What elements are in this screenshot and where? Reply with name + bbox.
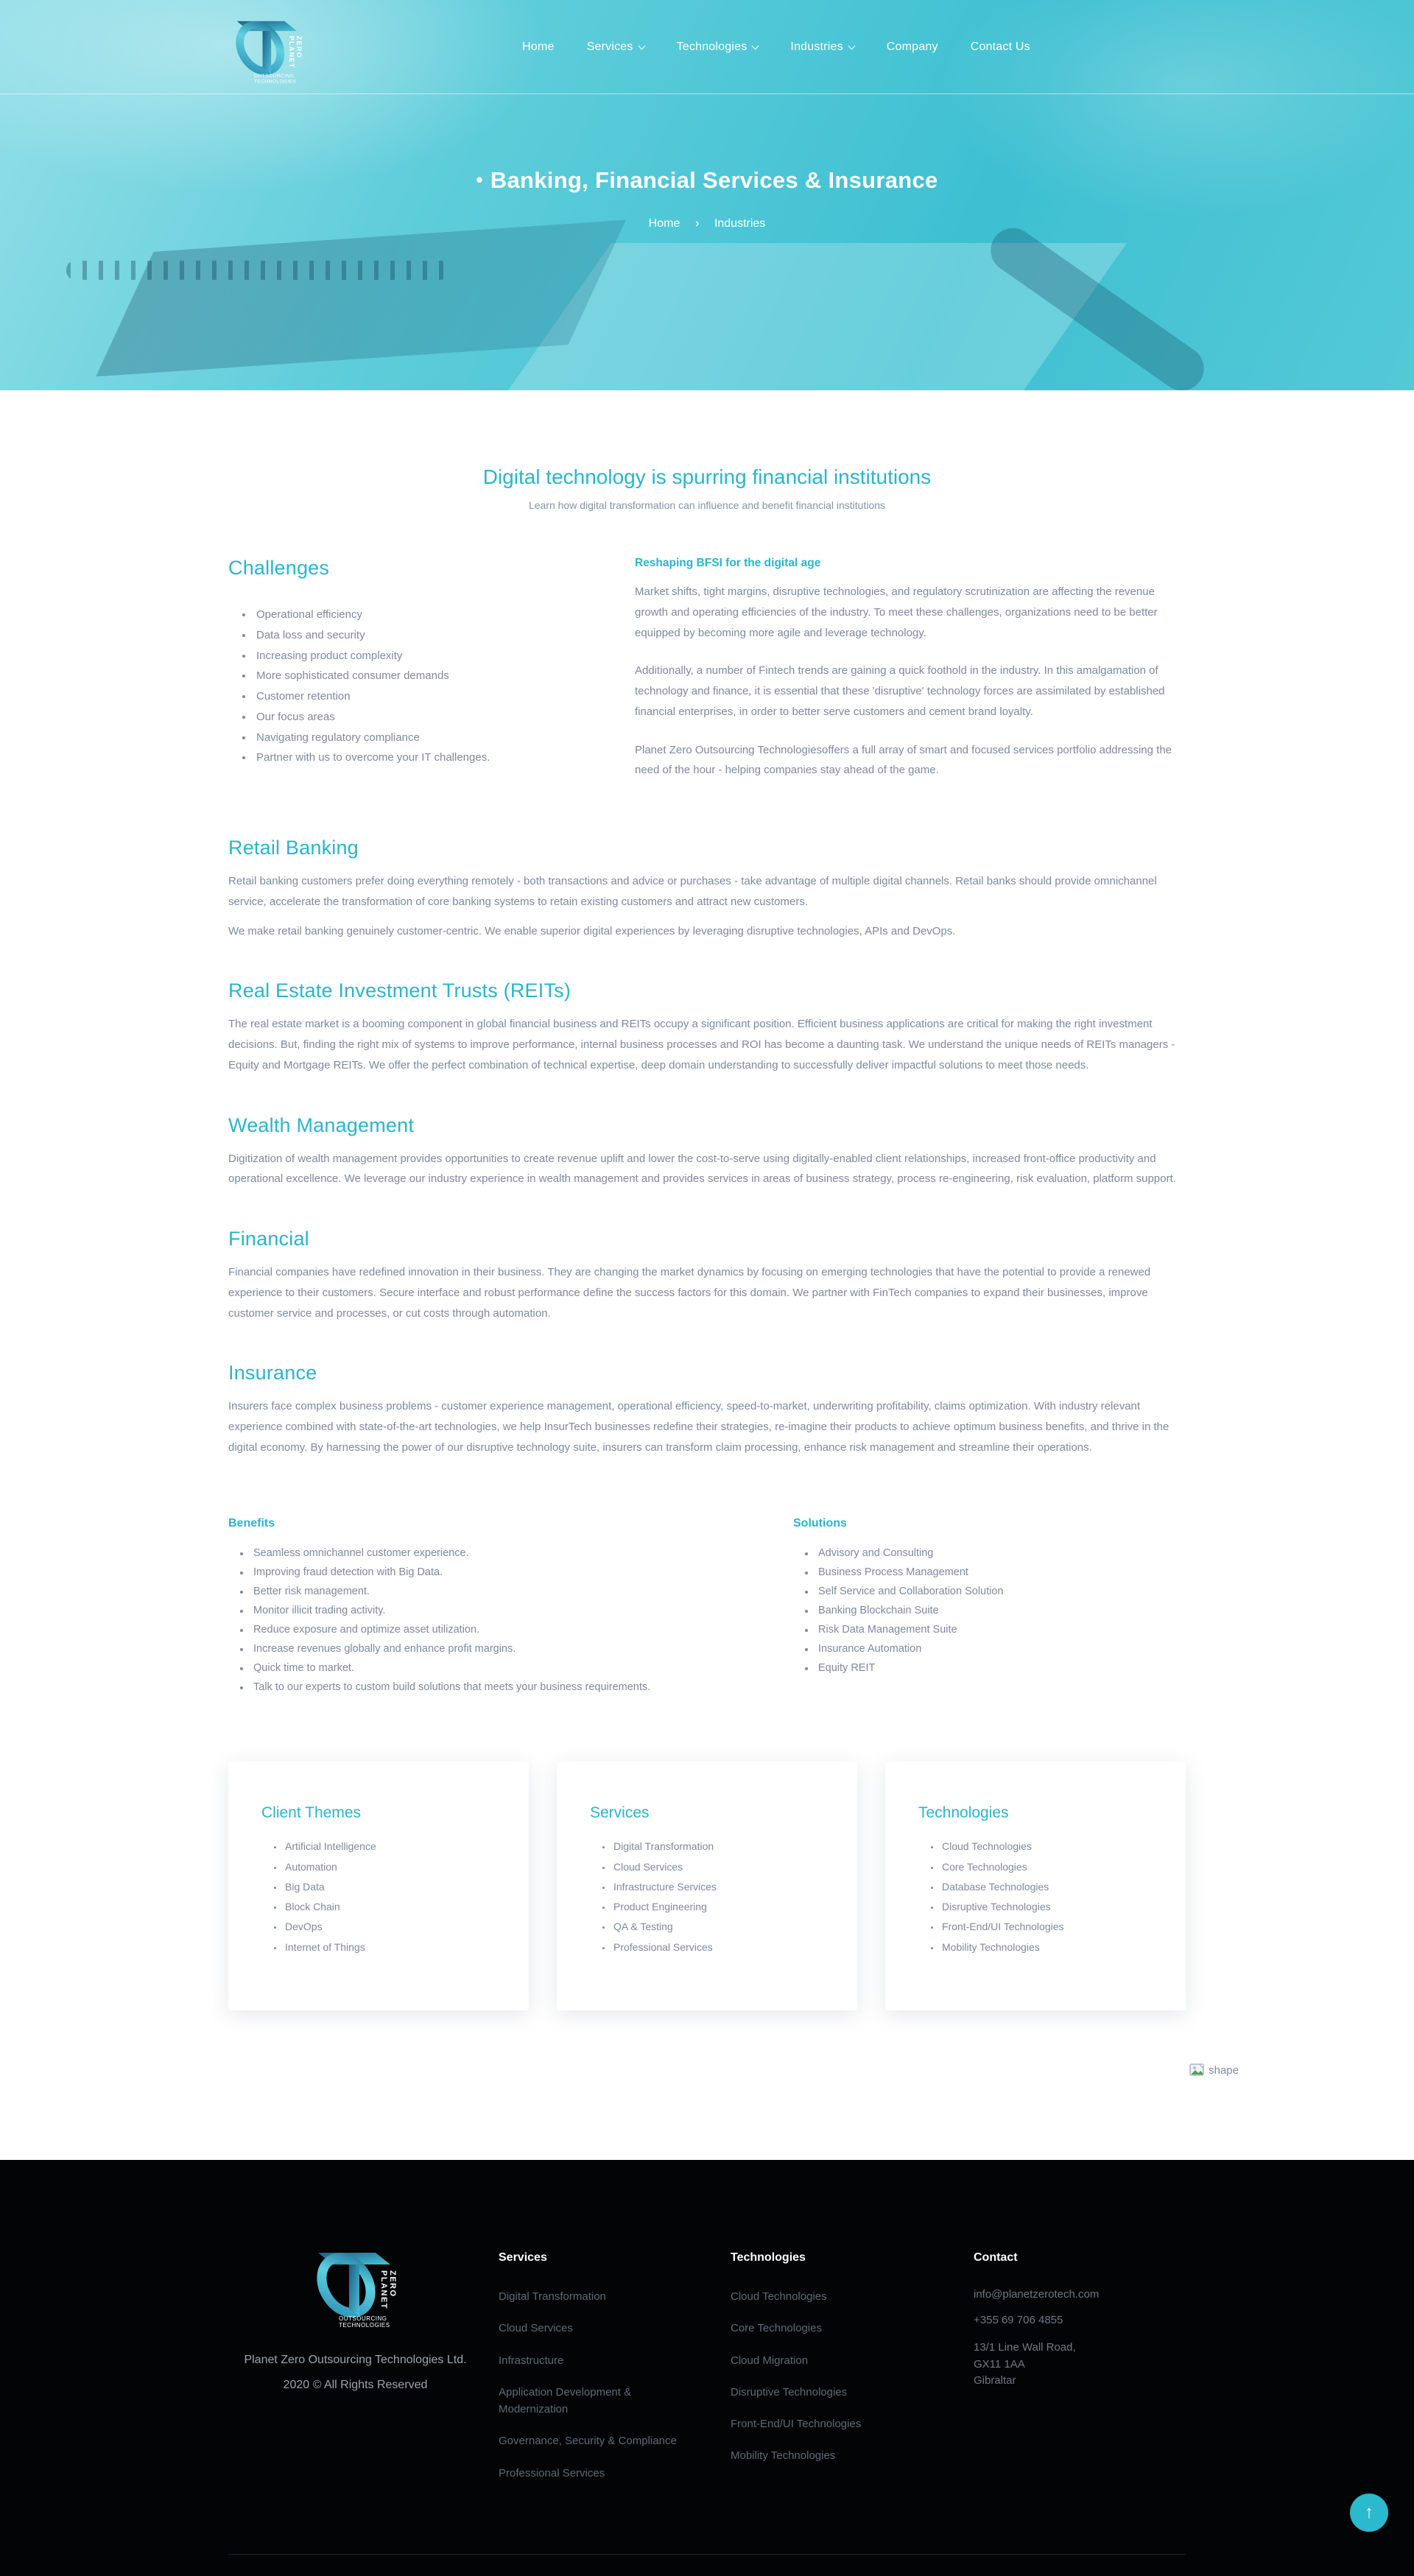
breadcrumb <box>228 216 1186 230</box>
paragraph: The real estate market is a booming component in global financial business and REITs occupy a significant position. Efficient business applications are critical for making the right investment decisions. But, finding the right mix of systems to improve performance, internal business processes and ROI has become a daunting task. We understand the unique needs of REITs managers - Equity and Mortgage REITs. We offer the perfect combination of technical expertise, deep domain understanding to successfully deliver impactful solutions to meet those needs. <box>228 1018 1175 1071</box>
intro-section <box>228 390 1186 511</box>
list-item: • Better risk management. <box>250 1582 793 1601</box>
footer-link[interactable]: Application Development & Modernization <box>499 2385 632 2416</box>
card-list <box>284 1837 496 1957</box>
paragraph: Additionally, a number of Fintech trends are gaining a quick foothold in the industry. In this amalgamation of technology and finance, it is essential that these 'disruptive' technology forces are assimilated by established financial enterprises, in order to better serve customers and cement brand loyalty. <box>635 664 1165 718</box>
services-card <box>557 1762 857 2010</box>
list-item: • Business Process Management <box>815 1563 1186 1582</box>
paragraph: Insurers face complex business problems - customer experience management, operational efficiency, speed-to-market, underwriting profitability, claims optimization. With industry relevant experience combined with state-of-the-art technologies, we help InsurTech businesses redefine their strategies, re-imagine their products to achieve optimum business benefits, and thrive in the digital economy. By harnessing the power of our disruptive technology suite, insurers can transform claim processing, enhance risk management and streamline their operations. <box>228 1400 1169 1454</box>
list-item: • Talk to our experts to custom build solutions that meets your business requirements. <box>250 1678 793 1697</box>
list-item: • Improving fraud detection with Big Data. <box>250 1563 793 1582</box>
list-item: • Risk Data Management Suite <box>815 1620 1186 1639</box>
list-item: • Product Engineering <box>612 1897 824 1917</box>
list-item: • Core Technologies <box>940 1857 1153 1877</box>
logo-word-planet: PLANET <box>379 2270 388 2310</box>
section-heading: Retail Banking <box>228 837 359 859</box>
solutions-heading: Solutions <box>793 1516 847 1530</box>
scroll-to-top-button[interactable] <box>1350 2494 1388 2532</box>
chevron-down-icon <box>848 42 855 49</box>
paragraph: Market shifts, tight margins, disruptive technologies, and regulatory scrutinization are affecting the revenue growth and operating efficiencies of the industry. To meet these challenges, organizations need to be better equipped by becoming more agile and leverage technology. <box>635 585 1158 639</box>
intro-heading: Digital technology is spurring financial institutions <box>482 465 932 488</box>
main-content <box>0 390 1414 2077</box>
list-item: • Cloud Services <box>612 1857 824 1877</box>
card-heading: Client Themes <box>261 1804 362 1822</box>
paragraph: Digitization of wealth management provides opportunities to create revenue uplift and lower the cost-to-serve using digitally-enabled client relationships, increased front-office productivity and operational excellence. We leverage our industry experience in wealth management and provides services in areas of business strategy, process re-engineering, risk evaluation, platform support. <box>228 1152 1176 1186</box>
arrow-up-icon: ↑ <box>1365 2502 1373 2522</box>
footer-link[interactable]: Core Technologies <box>731 2322 822 2335</box>
list-item: • Reduce exposure and optimize asset utilization. <box>250 1620 793 1639</box>
card-heading: Technologies <box>918 1804 1009 1822</box>
list-item: • Partner with us to overcome your IT challenges. <box>253 747 601 768</box>
footer-link[interactable]: Disruptive Technologies <box>731 2385 848 2399</box>
list-item: • Automation <box>284 1857 496 1877</box>
list-item: • Internet of Things <box>284 1938 496 1957</box>
footer-column-heading: Technologies <box>731 2251 806 2264</box>
list-item: • Artificial Intelligence <box>284 1837 496 1857</box>
footer-link-item <box>499 2432 683 2449</box>
list-item: • Mobility Technologies <box>940 1938 1153 1957</box>
section-heading: Financial <box>228 1228 309 1250</box>
footer-technologies-column <box>731 2242 974 2496</box>
list-item: • Digital Transformation <box>612 1837 824 1857</box>
list-item: • Quick time to market. <box>250 1658 793 1678</box>
logo-word-zero: ZERO <box>295 35 303 58</box>
nav-item-label: Technologies <box>676 40 748 53</box>
reshaping-column <box>630 557 1186 798</box>
broken-shape-image <box>1189 2063 1239 2077</box>
insurance-section <box>228 1362 1186 1457</box>
nav-item-home[interactable] <box>522 41 554 54</box>
footer-link-item <box>499 2320 683 2337</box>
card-heading: Services <box>590 1804 650 1822</box>
footer-services-column <box>499 2242 731 2496</box>
list-item: • Our focus areas <box>253 707 601 728</box>
card-list <box>612 1837 824 1957</box>
section-heading: Wealth Management <box>228 1113 415 1136</box>
challenges-list <box>253 605 601 768</box>
list-item: • Navigating regulatory compliance <box>253 728 601 748</box>
list-item: • Disruptive Technologies <box>940 1897 1153 1917</box>
challenges-heading: Challenges <box>228 557 330 579</box>
chevron-down-icon <box>638 42 645 49</box>
title-bullet: • <box>476 169 483 191</box>
list-item: • Banking Blockchain Suite <box>815 1601 1186 1620</box>
footer-link[interactable]: Cloud Technologies <box>731 2290 827 2304</box>
footer-column-heading: Contact <box>974 2251 1018 2264</box>
paragraph: Planet Zero Outsourcing Technologiesoffers a full array of smart and focused services portfolio addressing the need of the hour - helping companies stay ahead of the game. <box>635 743 1172 777</box>
footer-services-list <box>499 2288 731 2482</box>
logo-word-technologies: TECHNOLOGIES <box>338 2322 390 2329</box>
list-item: • Advisory and Consulting <box>815 1544 1186 1563</box>
chevron-down-icon <box>752 42 759 49</box>
footer-link-item <box>731 2288 915 2305</box>
nav-item-company[interactable] <box>887 41 938 54</box>
retail-banking-section <box>228 837 1186 941</box>
footer-link[interactable]: Professional Services <box>499 2466 605 2480</box>
list-item: • Seamless omnichannel customer experience. <box>250 1544 793 1563</box>
paragraph: We make retail banking genuinely customer-centric. We enable superior digital experiences by leveraging disruptive technologies, APIs and DevOps. <box>228 924 956 937</box>
reits-section <box>228 979 1186 1075</box>
logo-word-technologies: TECHNOLOGIES <box>253 79 297 85</box>
list-item: • Cloud Technologies <box>940 1837 1153 1857</box>
breadcrumb-current[interactable]: Industries <box>714 217 766 230</box>
list-item: • Professional Services <box>612 1938 824 1957</box>
reshaping-heading: Reshaping BFSI for the digital age <box>635 557 821 569</box>
solutions-list <box>815 1544 1186 1678</box>
footer-link[interactable]: Digital Transformation <box>499 2290 606 2304</box>
logo-word-zero: ZERO <box>387 2270 397 2298</box>
shape-image-row <box>228 2063 1239 2077</box>
top-navigation <box>228 0 1186 94</box>
footer-link-item <box>731 2384 915 2401</box>
footer-link-item <box>731 2320 915 2337</box>
hero-banner <box>0 0 1414 390</box>
address-line: Gibraltar <box>974 2374 1016 2387</box>
contact-address <box>974 2340 1180 2390</box>
logo-word-outsourcing: OUTSOURCING <box>253 73 295 79</box>
nav-item-industries[interactable] <box>790 41 854 54</box>
planet-zero-logo-icon[interactable] <box>308 2242 404 2331</box>
footer-link-item <box>731 2415 915 2432</box>
list-item: • Block Chain <box>284 1897 496 1917</box>
footer-link[interactable]: Cloud Migration <box>731 2354 809 2367</box>
section-heading: Insurance <box>228 1362 317 1384</box>
benefits-heading: Benefits <box>228 1516 275 1530</box>
hero-photo-notebook-coil <box>66 261 449 280</box>
nav-item-label: Services <box>586 40 633 53</box>
planet-zero-logo-icon <box>228 13 308 86</box>
paragraph: Retail banking customers prefer doing everything remotely - both transactions and advice or purchases - take advantage of multiple digital channels. Retail banks should provide omnichannel service, accelerate the transformation of core banking systems to retain existing customers and attract new customers. <box>228 875 1157 908</box>
list-item: • Data loss and security <box>253 625 601 646</box>
footer-link[interactable]: Infrastructure <box>499 2354 564 2367</box>
list-item: • Increase revenues globally and enhance profit margins. <box>250 1639 793 1658</box>
list-item: • Operational efficiency <box>253 605 601 625</box>
footer-technologies-list <box>731 2288 974 2465</box>
list-item: • More sophisticated consumer demands <box>253 666 601 686</box>
footer-company-name: Planet Zero Outsourcing Technologies Ltd. <box>244 2354 467 2367</box>
list-item: • Equity REIT <box>815 1658 1186 1678</box>
nav-item-label: Industries <box>790 40 843 53</box>
solutions-column <box>793 1517 1186 1697</box>
footer-link-item <box>731 2352 915 2369</box>
financial-section <box>228 1228 1186 1323</box>
nav-item-label: Home <box>522 40 555 53</box>
benefits-column <box>228 1517 793 1697</box>
address-line: 13/1 Line Wall Road, <box>974 2341 1076 2354</box>
address-line: GX11 1AA <box>974 2357 1025 2371</box>
contact-email-link[interactable]: info@planetzerotech.com <box>974 2288 1100 2301</box>
breadcrumb-home-link[interactable]: Home <box>648 217 680 230</box>
list-item: • Self Service and Collaboration Solution <box>815 1582 1186 1601</box>
client-themes-card <box>228 1762 529 2010</box>
nav-item-technologies[interactable] <box>677 41 759 54</box>
nav-item-contact-us[interactable] <box>971 41 1030 54</box>
footer-link[interactable]: Mobility Technologies <box>731 2449 836 2463</box>
brand-logo[interactable] <box>228 13 308 86</box>
intro-subheading: Learn how digital transformation can influence and benefit financial institutions <box>528 499 886 511</box>
summary-cards-row <box>228 1762 1186 2010</box>
list-item: • Infrastructure Services <box>612 1877 824 1897</box>
footer-link-item <box>499 2384 683 2418</box>
footer-divider <box>228 2554 1186 2576</box>
nav-item-label: Company <box>886 40 938 53</box>
nav-menu <box>522 41 1030 54</box>
nav-item-label: Contact Us <box>970 40 1030 53</box>
challenges-section <box>228 557 1186 798</box>
paragraph: Financial companies have redefined innovation in their business. They are changing the market dynamics by focusing on emerging technologies that have the potential to provide a renewed experience to their customers. Secure interface and robust performance define the success factors for this domain. We partner with FinTech companies to expand their businesses, improve customer service and processes, or cut costs through automation. <box>228 1266 1151 1320</box>
footer-link[interactable]: Cloud Services <box>499 2322 573 2335</box>
footer <box>0 2160 1414 2576</box>
list-item: • Customer retention <box>253 686 601 707</box>
footer-link-item <box>731 2447 915 2464</box>
list-item: • Database Technologies <box>940 1877 1153 1897</box>
benefits-list <box>250 1544 793 1697</box>
list-item: • Increasing product complexity <box>253 646 601 666</box>
footer-link-item <box>499 2465 683 2482</box>
footer-brand-block <box>228 2242 482 2496</box>
logo-word-planet: PLANET <box>288 35 296 68</box>
list-item: • Front-End/UI Technologies <box>940 1917 1153 1937</box>
card-list <box>940 1837 1153 1957</box>
wealth-management-section <box>228 1114 1186 1190</box>
footer-link[interactable]: Governance, Security & Compliance <box>499 2435 677 2448</box>
footer-link[interactable]: Front-End/UI Technologies <box>731 2418 862 2431</box>
logo-word-outsourcing: OUTSOURCING <box>338 2315 387 2323</box>
list-item: • Big Data <box>284 1877 496 1897</box>
footer-link-item <box>499 2352 683 2369</box>
breadcrumb-separator: › <box>694 216 700 230</box>
benefits-solutions-section <box>228 1517 1186 1697</box>
technologies-card <box>885 1762 1186 2010</box>
nav-item-services[interactable] <box>587 41 644 54</box>
footer-link-item <box>499 2288 683 2305</box>
list-item: • Monitor illicit trading activity. <box>250 1601 793 1620</box>
section-heading: Real Estate Investment Trusts (REITs) <box>228 979 571 1002</box>
list-item: • QA & Testing <box>612 1917 824 1937</box>
contact-phone-link[interactable]: +355 69 706 4855 <box>974 2314 1063 2327</box>
broken-image-alt-text: shape <box>1209 2064 1239 2077</box>
list-item: • DevOps <box>284 1917 496 1937</box>
footer-contact-column <box>974 2242 1180 2496</box>
page-title: • Banking, Financial Services & Insurance <box>476 167 938 193</box>
broken-image-icon <box>1189 2063 1206 2077</box>
footer-copyright: 2020 © All Rights Reserved <box>283 2379 428 2392</box>
list-item: • Insurance Automation <box>815 1639 1186 1658</box>
footer-column-heading: Services <box>499 2251 547 2264</box>
